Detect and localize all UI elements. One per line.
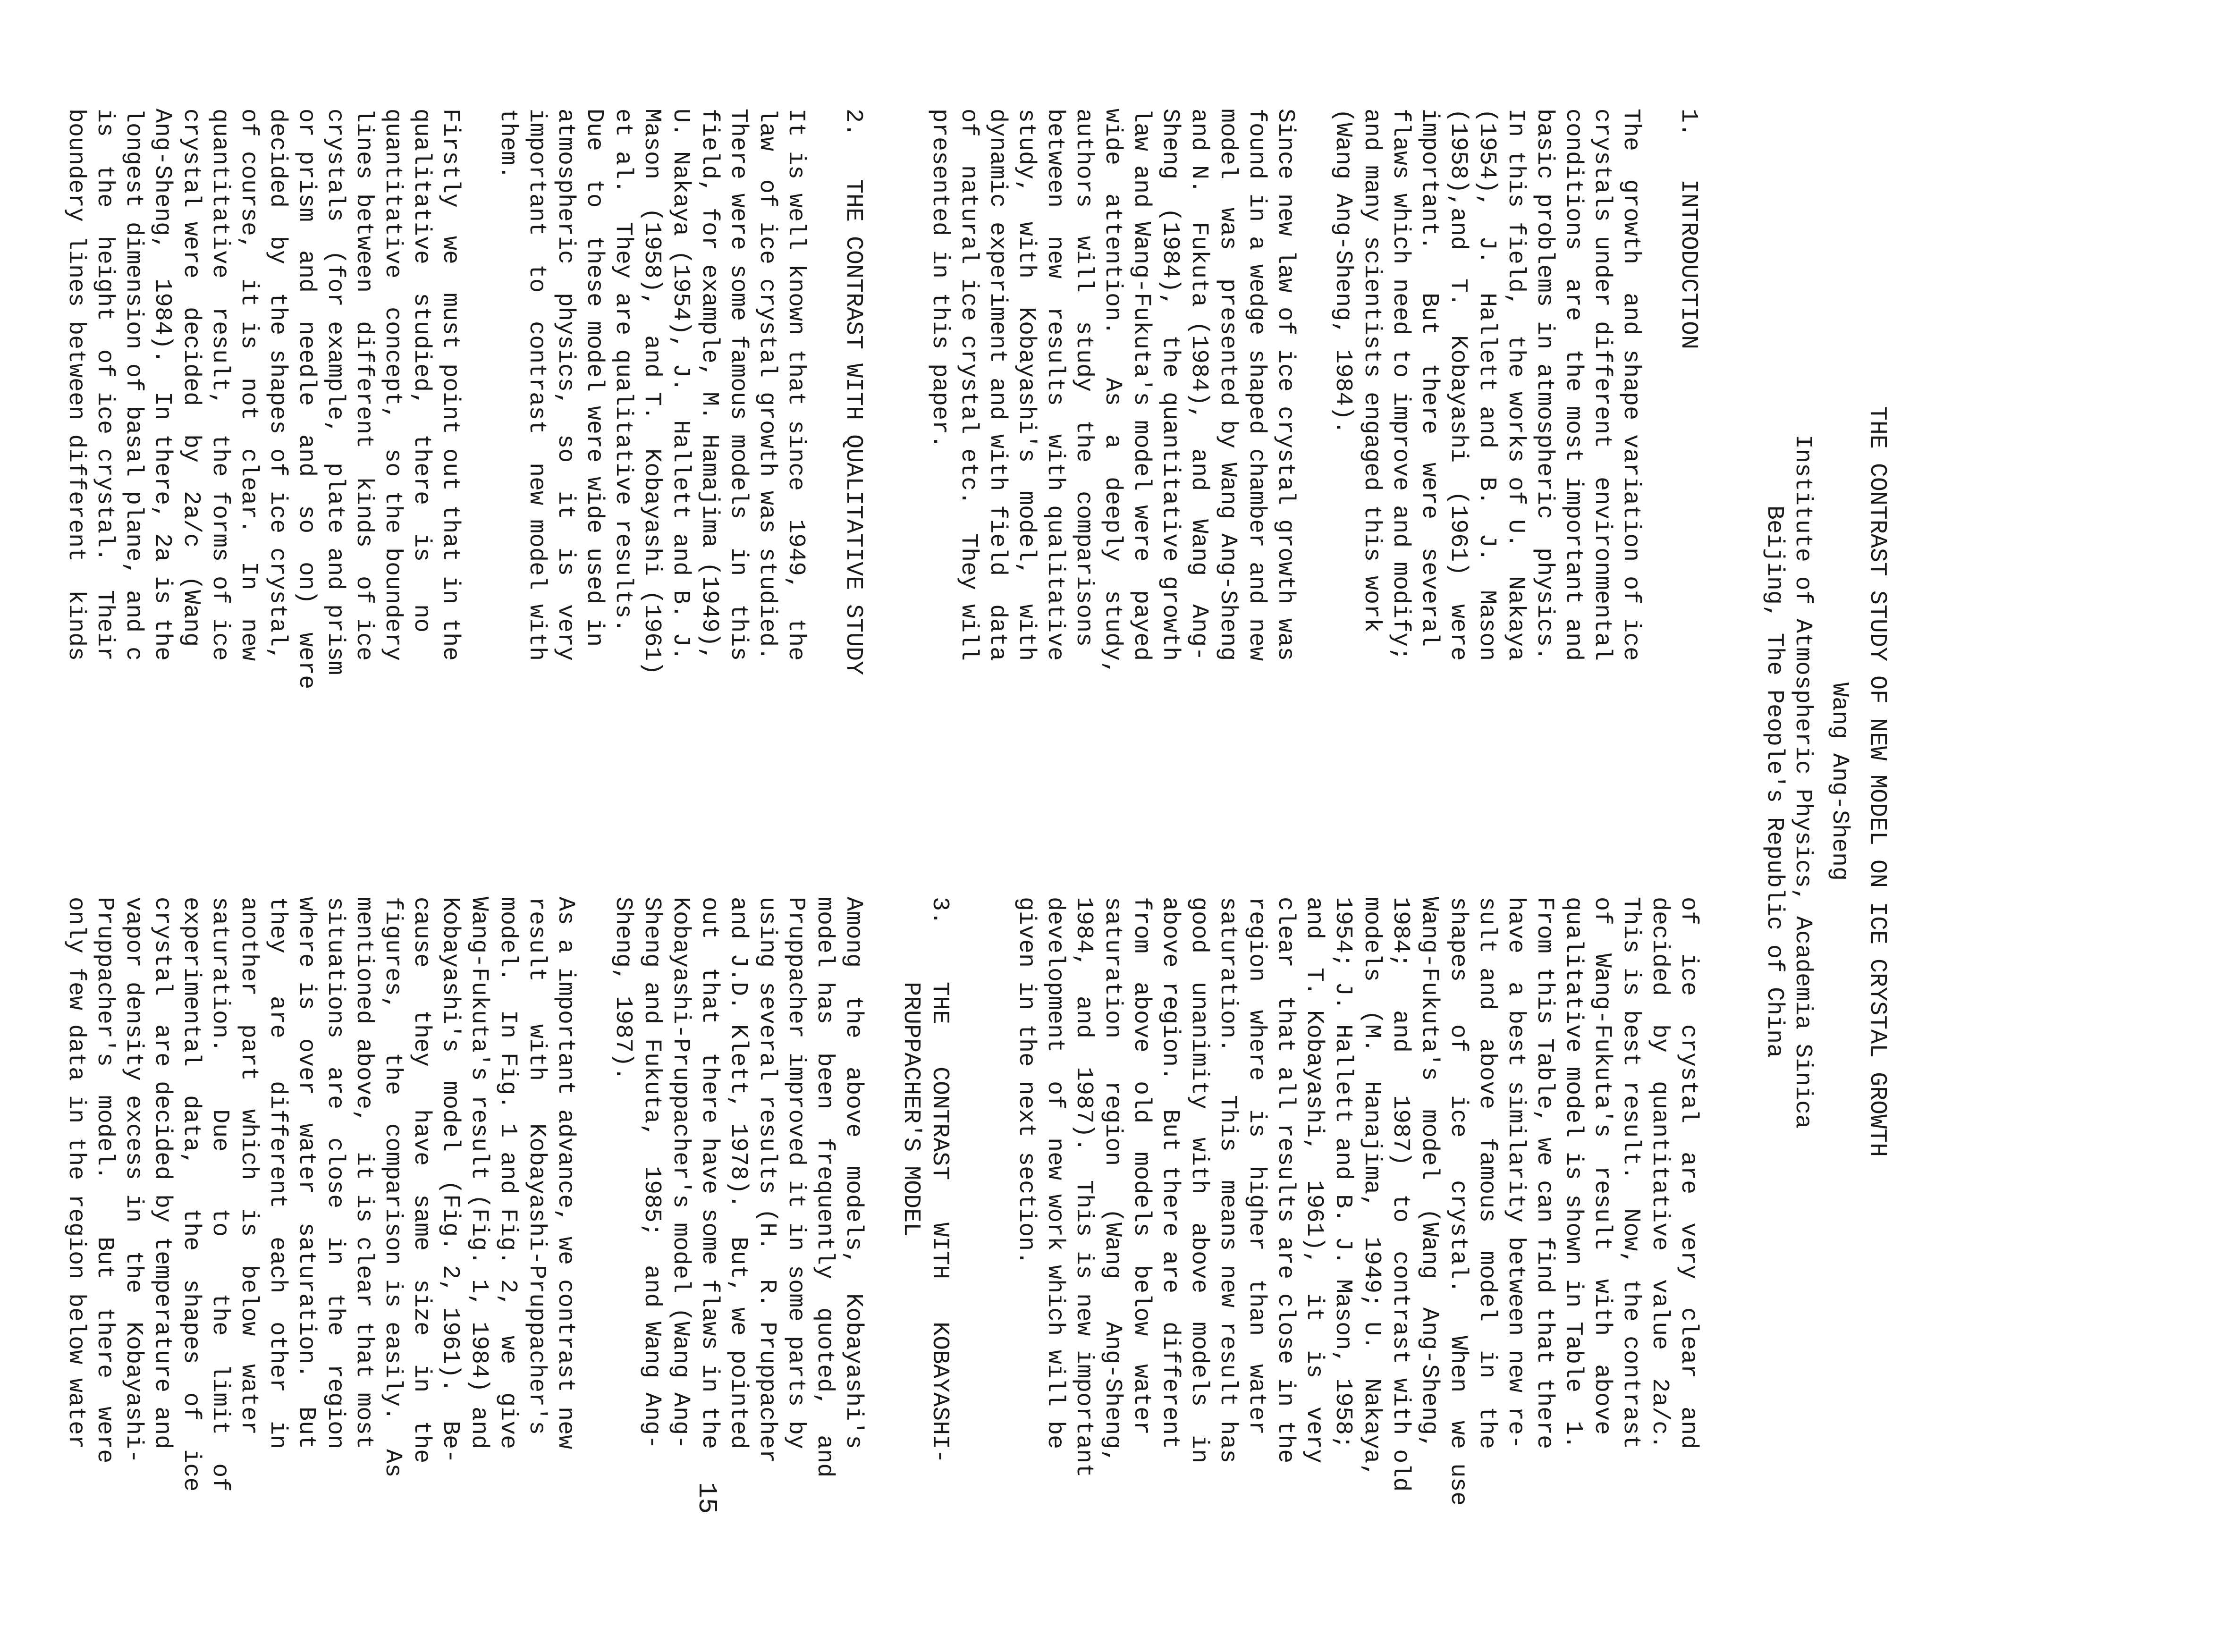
text-line: saturation. This means new result has [1214, 897, 1241, 1464]
text-line: U. Nakaya (1954), J. Hallett and B. J. [667, 109, 694, 661]
text-line: and J.D. Klett, 1978). But, we pointed [725, 897, 752, 1450]
text-line: lines between different kinds of ice [350, 109, 377, 661]
text-line: mentioned above, it is clear that most [350, 897, 377, 1450]
text-line: wide attention. As a deeply study, [1099, 109, 1126, 675]
text-line: authors will study the comparisons [1070, 109, 1097, 647]
page-number: 15 [692, 1482, 722, 1514]
text-line: them. [494, 109, 521, 180]
text-line: important. But there were several [1416, 109, 1443, 647]
left-column [61, 109, 1703, 864]
text-line: have a best similarity between new re- [1502, 897, 1529, 1450]
text-line: using several results (H. R. Pruppacher [753, 897, 780, 1464]
text-line: Sheng, 1987). [609, 897, 636, 1081]
text-line: From this Table, we can find that there [1531, 897, 1558, 1450]
text-line: 1984, and 1987). This is new important [1070, 897, 1097, 1478]
text-line: saturation region (Wang Ang-Sheng, [1099, 897, 1126, 1464]
text-line: of ice crystal are very clear and [1675, 897, 1702, 1450]
text-line: There were some famous models in this [725, 109, 752, 661]
text-line: from above old models below water [1128, 897, 1155, 1435]
text-line: decided by quantitative value 2a/c. [1646, 897, 1673, 1450]
text-line: presented in this paper. [926, 109, 953, 449]
text-line: Kobayashi's model (Fig. 2, 1961). Be- [437, 897, 464, 1464]
text-line: of Wang-Fukuta's result with above [1588, 897, 1615, 1435]
text-line: model was presented by Wang Ang-Sheng [1214, 109, 1241, 661]
text-line: is the height of ice crystal. Their [91, 109, 118, 661]
text-line: of course, it is not clear. In new [235, 109, 262, 661]
text-line: et al. They are qualitative results. [609, 109, 636, 633]
text-line: Wang-Fukuta's result (Fig. 1, 1984) and [465, 897, 492, 1450]
text-line: qualitative model is shown in Table 1. [1560, 897, 1587, 1450]
text-line: between new results with qualitative [1041, 109, 1068, 661]
text-line: Due to these model were wide used in [581, 109, 608, 647]
text-line: boundery lines between different kinds [62, 109, 89, 661]
text-line: important to contrast new model with [523, 109, 550, 661]
paragraph [1012, 897, 1703, 1652]
text-line: Mason (1958), and T. Kobayashi (1961) [638, 109, 665, 675]
text-line: The growth and shape variation of ice [1617, 109, 1644, 661]
text-line: Among the above models, Kobayashi's [840, 897, 867, 1450]
text-line: they are different each other in [264, 897, 291, 1450]
section-heading-qualitative: 2. THE CONTRAST WITH QUALITATIVE STUDY [840, 109, 867, 675]
text-line: quantitative concept, so the boundery [379, 109, 406, 661]
text-line: found in a wedge shaped chamber and new [1243, 109, 1270, 661]
text-line: dynamic experiment and with field data [984, 109, 1011, 661]
text-line: crystals under different environmental [1588, 109, 1615, 661]
text-line: of natural ice crystal etc. They will [955, 109, 982, 661]
paper-institution: Institute of Atmospheric Physics, Academia Sinica [1789, 434, 1816, 1129]
text-line: Sheng (1984), the quantitative growth [1157, 109, 1183, 661]
text-line: law of ice crystal growth was studied. [753, 109, 780, 661]
text-line: model has been frequently quoted, and [811, 897, 838, 1478]
paragraph [1328, 109, 1645, 864]
text-line: and N. Fukuta (1984), and Wang Ang- [1185, 109, 1212, 661]
text-line: region where is higher than water [1243, 897, 1270, 1435]
text-line: basic problems in atmospheric physics. [1531, 109, 1558, 661]
text-line: This is best result. Now, the contrast [1617, 897, 1644, 1450]
text-line: models (M. Hanajima, 1949; U. Nakaya, [1358, 897, 1385, 1478]
paper-location: Beijing, The People's Republic of China [1761, 505, 1788, 1058]
text-line: or prism and needle and so on) were [293, 109, 320, 690]
text-line: figures, the comparison is easily. As [379, 897, 406, 1478]
text-line: study, with Kobayashi's model, with [1013, 109, 1039, 661]
text-line: experimental data, the shapes of ice [177, 897, 204, 1492]
right-column [61, 897, 1703, 1652]
paragraph [608, 897, 868, 1652]
text-line: cause they have same size in the [408, 897, 435, 1464]
text-line: qualitative studied, there is no [408, 109, 435, 633]
text-line: (1954), J. Hallett and B. J. Mason [1473, 109, 1500, 661]
text-line: decided by the shapes of ice crystal, [264, 109, 291, 661]
paragraph [925, 109, 1300, 864]
paragraph [61, 897, 580, 1652]
text-line: model. In Fig. 1 and Fig. 2, we give [494, 897, 521, 1450]
text-line: As a important advance, we contrast new [552, 897, 579, 1450]
text-line: quantitative result, the forms of ice [206, 109, 233, 661]
paper-author: Wang Ang-Sheng [1826, 682, 1853, 881]
text-line: situations are close in the region [321, 897, 348, 1450]
text-line: It is well known that since 1949, the [782, 109, 809, 661]
section-heading-kobayashi-line2: PRUPPACHER'S MODEL [897, 897, 924, 1237]
text-line: Since new law of ice crystal growth was [1272, 109, 1299, 661]
text-line: vapor density excess in the Kobayashi- [120, 897, 147, 1464]
text-line: Sheng and Fukuta, 1985; and Wang Ang- [638, 897, 665, 1450]
text-line: Ang-Sheng, 1984). In there, 2a is the [149, 109, 176, 661]
text-line: Pruppacher improved it in some parts by [782, 897, 809, 1450]
paragraph [493, 109, 810, 864]
text-line: Pruppacher's model. But there were [91, 897, 118, 1464]
text-line: result with Kobayashi-Pruppacher's [523, 897, 550, 1435]
text-line: law and Wang-Fukuta's model were payed [1128, 109, 1155, 661]
text-line: and T. Kobayashi, 1961), it is very [1301, 897, 1327, 1464]
text-line: In this field, the works of U. Nakaya [1502, 109, 1529, 661]
text-line: (1958),and T. Kobayashi (1961) were [1445, 109, 1471, 661]
text-line: 1984; and 1987) to contrast with old [1387, 897, 1414, 1492]
text-line: (Wang Ang-Sheng, 1984). [1329, 109, 1356, 435]
text-line: clear that all results are close in the [1272, 897, 1299, 1464]
text-line: conditions are the most important and [1560, 109, 1587, 661]
text-line: longest dimension of basal plane, and c [120, 109, 147, 661]
text-line: crystals (for example, plate and prism [321, 109, 348, 675]
text-line: Wang-Fukuta's model (Wang Ang-Sheng, [1416, 897, 1443, 1450]
text-line: Kobayashi-Pruppacher's model (Wang Ang- [667, 897, 694, 1450]
text-line: field, for example, M. Hamajima (1949), [696, 109, 723, 661]
text-line: good unanimity with above models in [1185, 897, 1212, 1464]
section-heading-kobayashi-line1: 3. THE CONTRAST WITH KOBAYASHI- [926, 897, 953, 1464]
text-line: Firstly we must point out that in the [437, 109, 464, 661]
paragraph [61, 109, 465, 864]
text-line: above region. But there are different [1157, 897, 1183, 1450]
text-line: out that there have some flaws in the [696, 897, 723, 1450]
text-line: another part which is below water [235, 897, 262, 1435]
text-line: only few data in the region below water [62, 897, 89, 1450]
text-line: sult and above famous model in the [1473, 897, 1500, 1450]
paper-title: THE CONTRAST STUDY OF NEW MODEL ON ICE CRYSTAL GROWTH [1864, 406, 1891, 1157]
text-line: flaws which need to improve and modify; [1387, 109, 1414, 661]
text-line: shapes of ice crystal. When we use [1445, 897, 1471, 1506]
section-heading-introduction: 1. INTRODUCTION [1675, 109, 1702, 350]
text-line: and many scientists engaged this work [1358, 109, 1385, 633]
text-line: atmospheric physics, so it is very [552, 109, 579, 661]
text-line: development of new work which will be [1041, 897, 1068, 1450]
text-line: 1954; J. Hallett and B. J. Mason, 1958; [1329, 897, 1356, 1450]
text-line: where is over water saturation. But [293, 897, 320, 1450]
text-line: crystal were decided by 2a/c (Wang [177, 109, 204, 647]
text-line: saturation. Due to the limit of [206, 897, 233, 1492]
text-line: given in the next section. [1013, 897, 1039, 1265]
text-line: crystal are decided by temperature and [149, 897, 176, 1450]
